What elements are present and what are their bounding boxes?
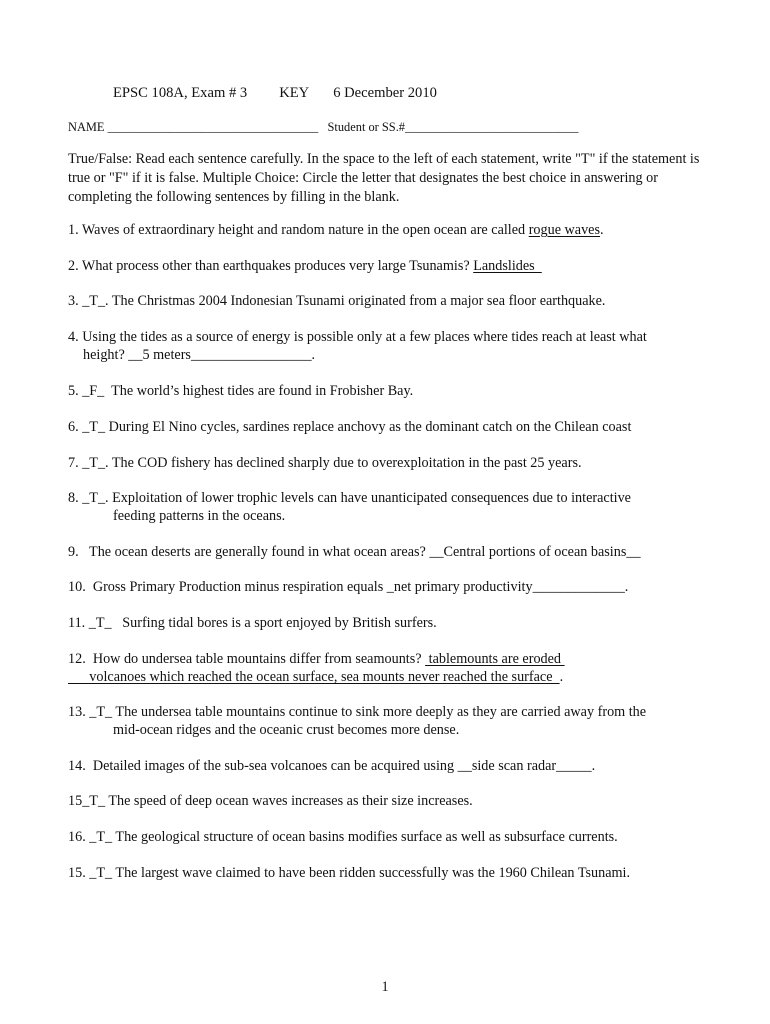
question-16: 16. _T_ The geological structure of ocean basins modifies surface as well as subsurface currents. <box>68 829 618 845</box>
question-13-line-1: 13. _T_ The undersea table mountains continue to sink more deeply as they are carried away from the <box>68 704 647 720</box>
question-14: 14. Detailed images of the sub-sea volcanoes can be acquired using __side scan radar_____. <box>68 758 596 774</box>
question-11: 11. _T_ Surfing tidal bores is a sport enjoyed by British surfers. <box>68 615 437 631</box>
question-15-speed: 15_T_ The speed of deep ocean waves increases as their size increases. <box>68 793 473 809</box>
question-1 <box>68 221 604 240</box>
exam-date: 6 December 2010 <box>333 85 437 101</box>
question-8-line-1: 8. _T_. Exploitation of lower trophic levels can have unanticipated consequences due to interactive <box>68 490 631 506</box>
page-number: 1 <box>381 979 389 995</box>
question-15-largest-wave: 15. _T_ The largest wave claimed to have been ridden successfully was the 1960 Chilean Tsunami. <box>68 865 631 881</box>
exam-header <box>113 84 437 103</box>
question-2 <box>68 257 542 276</box>
name-row <box>68 118 578 137</box>
key-label: KEY <box>279 85 310 101</box>
student-id-blank: ____________________________ <box>405 120 579 134</box>
course-title: EPSC 108A, Exam # 3 <box>113 85 248 101</box>
instructions: True/False: Read each sentence carefully. In the space to the left of each statement, write "T" if the statement is true or "F" if it is false. Multiple Choice: Circle the letter that designates the best choice in answering or completing the following sentences by filling in the blank. <box>68 151 700 205</box>
question-5: 5. _F_ The world’s highest tides are found in Frobisher Bay. <box>68 383 414 399</box>
question-3: 3. _T_. The Christmas 2004 Indonesian Tsunami originated from a major sea floor earthquake. <box>68 293 606 309</box>
student-id-label: Student or SS.# <box>327 120 405 134</box>
question-7: 7. _T_. The COD fishery has declined sharply due to overexploitation in the past 25 years. <box>68 455 582 471</box>
punctuation: . <box>559 669 564 685</box>
question-6: 6. _T_ During El Nino cycles, sardines replace anchovy as the dominant catch on the Chilean coast <box>68 419 632 435</box>
name-label: NAME <box>68 120 108 134</box>
question-text: 2. What process other than earthquakes produces very large Tsunamis? <box>68 258 474 274</box>
answer: tablemounts are eroded <box>425 651 565 667</box>
answer: Landslides <box>473 258 542 274</box>
question-4-line-2: height? __5 meters_________________. <box>83 347 316 363</box>
punctuation: . <box>600 222 604 238</box>
answer: rogue waves <box>528 222 600 238</box>
question-9: 9. The ocean deserts are generally found in what ocean areas? __Central portions of ocean basins__ <box>68 544 641 560</box>
question-4-line-1: 4. Using the tides as a source of energy is possible only at a few places where tides reach at least what <box>68 329 647 345</box>
question-text: 12. How do undersea table mountains differ from seamounts? <box>68 651 426 667</box>
question-8-line-2: feeding patterns in the oceans. <box>113 508 286 524</box>
question-13-line-2: mid-ocean ridges and the oceanic crust becomes more dense. <box>113 722 460 738</box>
question-10: 10. Gross Primary Production minus respiration equals _net primary productivity_____________. <box>68 579 629 595</box>
answer: volcanoes which reached the ocean surface, sea mounts never reached the surface <box>68 669 560 685</box>
question-text: 1. Waves of extraordinary height and random nature in the open ocean are called <box>68 222 529 238</box>
name-blank: __________________________________ <box>107 120 319 134</box>
question-12-line-2 <box>68 668 563 687</box>
question-12-line-1 <box>68 650 565 669</box>
